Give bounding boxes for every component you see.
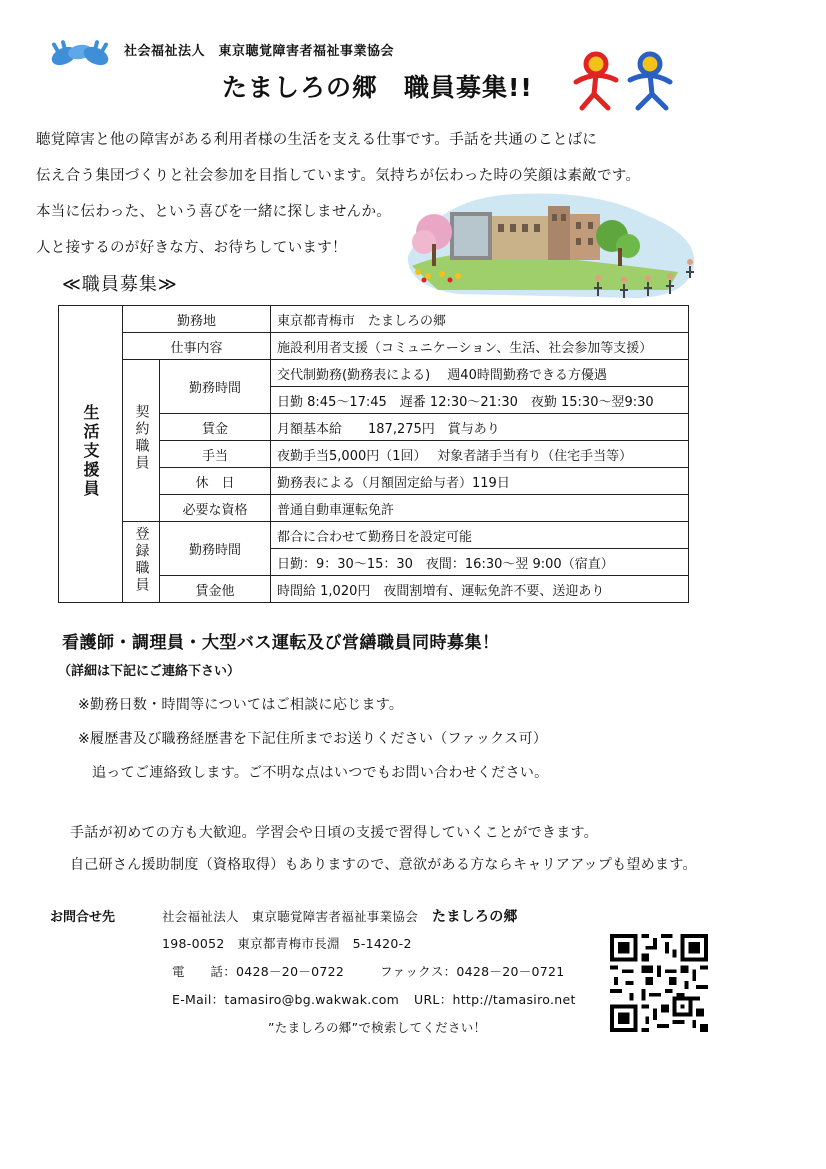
contract-qualification-label: 必要な資格	[160, 495, 271, 522]
duties-value: 施設利用者支援（コミュニケーション、生活、社会参加等支援）	[271, 333, 689, 360]
facility-illustration	[398, 186, 710, 310]
contract-allowance-label: 手当	[160, 441, 271, 468]
contact-url[interactable]: URL：http://tamasiro.net	[414, 992, 576, 1007]
contract-hours-label: 勤務時間	[160, 360, 271, 414]
registered-hours-label: 勤務時間	[160, 522, 271, 576]
job-table	[58, 305, 689, 603]
registered-group-cell	[123, 522, 160, 603]
contract-wage-value: 月額基本給 187,275円 賞与あり	[271, 414, 689, 441]
contract-holiday-value: 勤務表による（月額固定給与者）119日	[271, 468, 689, 495]
intro-line-1: 聴覚障害と他の障害がある利用者様の生活を支える仕事です。手話を共通のことばに	[36, 132, 598, 148]
hands-logo-icon	[50, 38, 112, 72]
registered-hours-value-1: 都合に合わせて勤務日を設定可能	[271, 522, 689, 549]
contract-wage-label: 賃金	[160, 414, 271, 441]
contract-hours-value-1: 交代制勤務(勤務表による) 週40時間勤務できる方優遇	[271, 360, 689, 387]
note-line-1: ※勤務日数・時間等についてはご相談に応じます。	[78, 697, 404, 713]
training-line-1: 手話が初めての方も大歓迎。学習会や日頃の支援で習得していくことができます。	[70, 825, 598, 841]
contract-qualification-value: 普通自動車運転免許	[271, 495, 689, 522]
category-label: 生活支援員	[81, 404, 100, 499]
contact-org-line	[162, 906, 518, 926]
contract-group-cell	[123, 360, 160, 522]
workplace-label: 勤務地	[123, 306, 271, 333]
contact-phone: 電 話：0428－20－0722	[172, 964, 345, 979]
qr-code-icon[interactable]	[608, 934, 710, 1032]
contract-group-label: 契約職員	[133, 404, 150, 472]
registered-group-label: 登録職員	[133, 525, 150, 594]
contact-fax: ファックス：0428－20－0721	[380, 964, 565, 979]
workplace-value: 東京都青梅市 たましろの郷	[271, 306, 689, 333]
note-line-2: ※履歴書及び職務経歴書を下記住所までお送りください（ファックス可）	[78, 731, 548, 747]
intro-line-3: 本当に伝わった、という喜びを一緒に探しませんか。	[36, 204, 392, 220]
details-note: （詳細は下記にご連絡下さい）	[58, 664, 241, 679]
training-line-2: 自己研さん援助制度（資格取得）もありますので、意欲がある方ならキャリアアップも望めます。	[70, 857, 697, 873]
registered-hours-value-2: 日勤：9：30～15：30 夜間：16:30～翌 9:00（宿直）	[271, 549, 689, 576]
duties-label: 仕事内容	[123, 333, 271, 360]
note-line-3: 追ってご連絡致します。ご不明な点はいつでもお問い合わせください。	[92, 765, 549, 781]
contact-org: 社会福祉法人 東京聴覚障害者福祉事業協会	[162, 909, 419, 924]
intro-line-2: 伝え合う集団づくりと社会参加を目指しています。気持ちが伝わった時の笑顔は素敵です。	[36, 168, 641, 184]
contact-address: 198-0052 東京都青梅市長淵 5-1420-2	[162, 936, 412, 951]
also-recruiting-heading: 看護師・調理員・大型バス運転及び営繕職員同時募集！	[62, 633, 500, 653]
contract-allowance-value: 夜勤手当5,000円（1回） 対象者諸手当有り（住宅手当等）	[271, 441, 689, 468]
section-title: ≪職員募集≫	[62, 274, 178, 295]
organization-name: 社会福祉法人 東京聴覚障害者福祉事業協会	[124, 44, 395, 59]
people-mascot-icon	[566, 50, 686, 114]
contact-label: お問合せ先	[50, 910, 116, 925]
search-hint: ”たましろの郷”で検索してください！	[268, 1020, 487, 1035]
intro-line-4: 人と接するのが好きな方、お待ちしています！	[36, 240, 347, 256]
contract-holiday-label: 休 日	[160, 468, 271, 495]
contact-facility: たましろの郷	[432, 909, 518, 925]
contract-hours-value-2: 日勤 8:45～17:45 遅番 12:30～21:30 夜勤 15:30～翌9:30	[271, 387, 689, 414]
contact-email[interactable]: E-Mail：tamasiro@bg.wakwak.com	[172, 992, 400, 1007]
category-cell	[59, 306, 123, 603]
registered-wage-label: 賃金他	[160, 576, 271, 603]
page-title: たましろの郷 職員募集!!	[222, 73, 533, 102]
registered-wage-value: 時間給 1,020円 夜間割増有、運転免許不要、送迎あり	[271, 576, 689, 603]
